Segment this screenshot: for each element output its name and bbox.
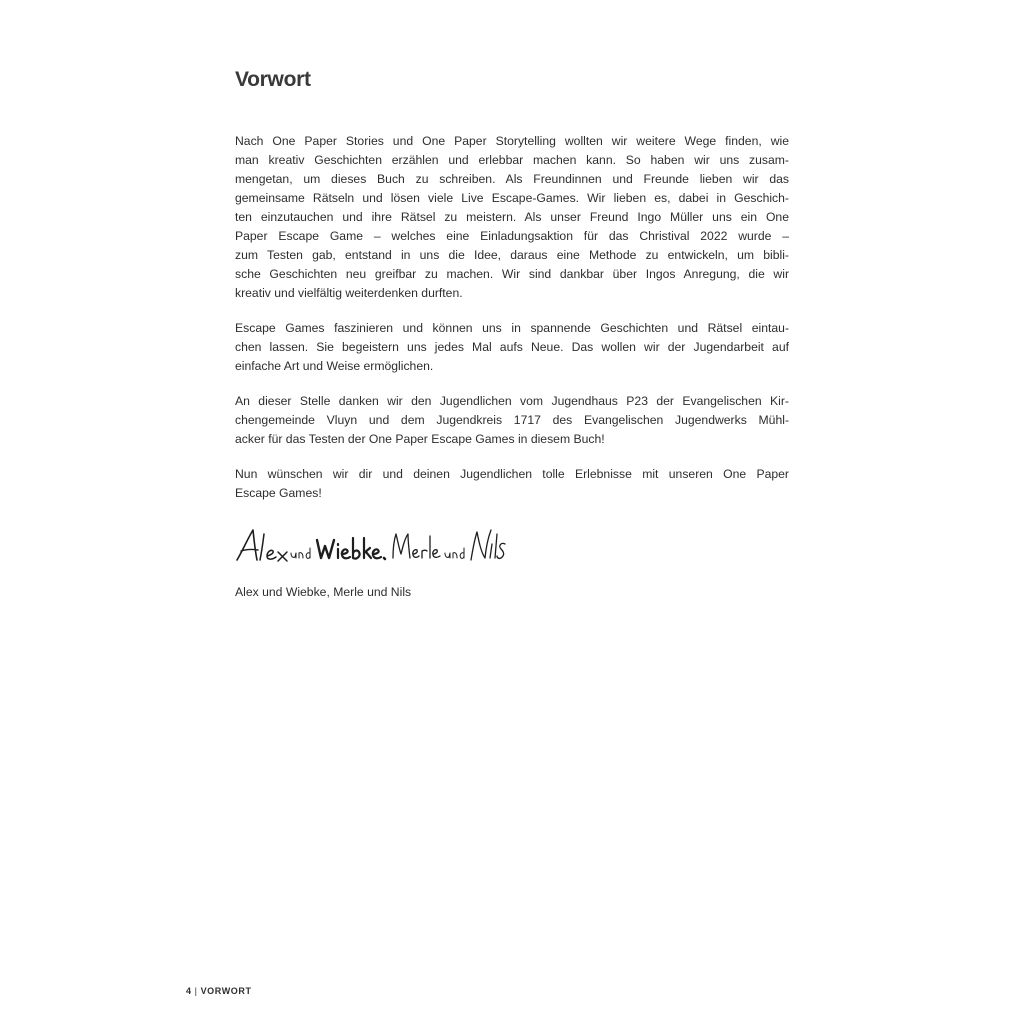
text-line: An dieser Stelle danken wir den Jugendlichen vom Jugendhaus P23 der Evangelischen Kir- — [235, 394, 789, 408]
text-line: ten einzutauchen und ihre Rätsel zu meistern. Als unser Freund Ingo Müller uns ein One — [235, 210, 789, 224]
footer-separator: | — [194, 986, 198, 996]
body-text — [235, 132, 789, 519]
paragraph-2 — [235, 319, 789, 376]
signature-names: Alex und Wiebke, Merle und Nils — [235, 585, 412, 599]
text-line: Nun wünschen wir dir und deinen Jugendlichen tolle Erlebnisse mit unseren One Paper — [235, 467, 789, 481]
page-footer — [186, 986, 252, 996]
text-line: Escape Games faszinieren und können uns in spannende Geschichten und Rätsel eintau- — [235, 321, 789, 335]
text-line: mengetan, um dieses Buch zu schreiben. Als Freundinnen und Freunde lieben wir das — [235, 172, 789, 186]
text-line: Nach One Paper Stories und One Paper Storytelling wollten wir weitere Wege finden, wie — [235, 134, 789, 148]
text-line: einfache Art und Weise ermöglichen. — [235, 359, 434, 373]
paragraph-4 — [235, 465, 789, 503]
text-line: acker für das Testen der One Paper Escape Games in diesem Buch! — [235, 432, 605, 446]
text-line: gemeinsame Rätseln und lösen viele Live Escape-Games. Wir lieben es, dabei in Geschich- — [235, 191, 789, 205]
text-line: chengemeinde Vluyn und dem Jugendkreis 1717 des Evangelischen Jugendwerks Mühl- — [235, 413, 789, 427]
text-line: man kreativ Geschichten erzählen und erlebbar machen kann. So haben wir uns zusam- — [235, 153, 789, 167]
handwritten-signature — [233, 524, 513, 568]
footer-section: VORWORT — [200, 986, 252, 996]
paragraph-3 — [235, 392, 789, 449]
text-line: chen lassen. Sie begeistern uns jedes Mal aufs Neue. Das wollen wir der Jugendarbeit auf — [235, 340, 789, 354]
text-line: Escape Games! — [235, 486, 322, 500]
text-line: zum Testen gab, entstand in uns die Idee, daraus eine Methode zu entwickeln, um bibli- — [235, 248, 789, 262]
page-number: 4 — [186, 986, 192, 996]
page-title: Vorwort — [235, 68, 311, 91]
text-line: sche Geschichten neu greifbar zu machen. Wir sind dankbar über Ingos Anregung, die wir — [235, 267, 789, 281]
text-line: kreativ und vielfältig weiterdenken durften. — [235, 286, 463, 300]
paragraph-1 — [235, 132, 789, 303]
text-line: Paper Escape Game – welches eine Einladungsaktion für das Christival 2022 wurde – — [235, 229, 789, 243]
